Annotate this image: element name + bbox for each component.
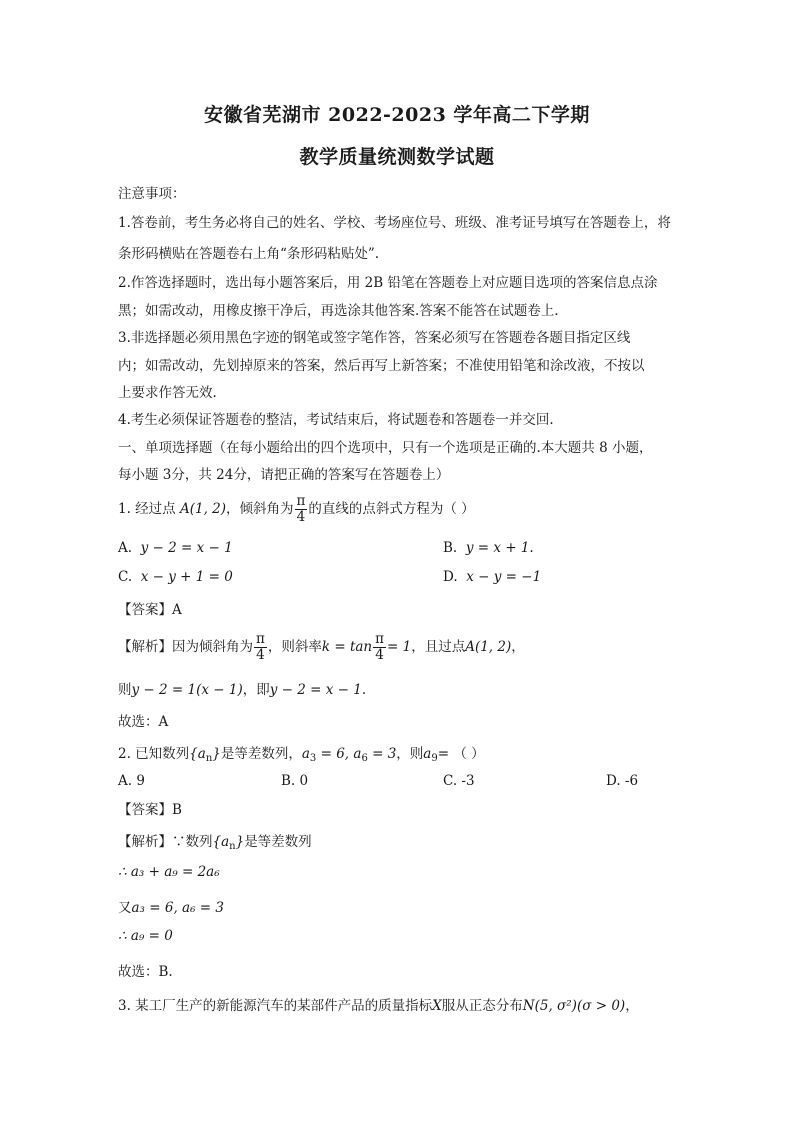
analysis-text: 则 [118, 682, 132, 698]
question-1-analysis [118, 632, 525, 663]
analysis-text: ，则斜率 [267, 639, 322, 655]
fraction-numerator: π [256, 631, 265, 647]
question-3-text: 3. 某工厂生产的新能源汽车的某部件产品的质量指标 [118, 998, 433, 1014]
question-2-step-3: ∴ a₉ = 0 [118, 928, 173, 944]
slope-expression: k = tan [321, 639, 373, 655]
option-text: y − 2 = x − 1 [140, 540, 233, 556]
question-2-option-d: D. -6 [606, 773, 639, 789]
question-1-option-b [443, 540, 534, 556]
notice-item-2-line-1: 2.作答选择题时，选出每小题答案后，用 2B 铅笔在答题卷上对应题目选项的答案信息点涂 [118, 275, 658, 291]
notice-item-4: 4.考生必须保证答题卷的整洁，考试结束后，将试题卷和答题卷一并交回. [118, 412, 554, 428]
sequence-notation [189, 746, 221, 762]
question-1-option-c [118, 569, 233, 585]
question-3-stem [118, 994, 639, 1014]
question-2-step-2 [118, 896, 224, 916]
sequence-subscript: n [205, 753, 213, 764]
analysis-text: . [361, 682, 367, 698]
question-1-prefix: 1. 经过点 [118, 501, 176, 517]
option-label: D. [443, 569, 458, 585]
sequence-subscript: n [229, 841, 236, 852]
question-1-point: A(1, 2) [179, 501, 227, 517]
analysis-text: 因为倾斜角为 [172, 639, 253, 655]
question-2-option-a: A. 9 [118, 773, 145, 789]
question-2-conclusion: 故选：B. [118, 964, 173, 980]
question-1-option-d [443, 569, 541, 585]
sequence-open: {a [212, 834, 230, 850]
question-2-prefix: 2. 已知数列 [118, 746, 190, 762]
sequence-close: } [212, 746, 221, 762]
question-1-option-a [118, 540, 233, 556]
sequence-notation [213, 834, 245, 850]
var-a: a [301, 746, 310, 762]
var-a: a [423, 746, 432, 762]
question-2-option-b: B. 0 [281, 773, 309, 789]
question-1-conclusion: 故选：A [118, 714, 169, 730]
section-1-heading-line-1: 一、单项选择题（在每小题给出的四个选项中，只有一个选项是正确的.本大题共 8 小题， [118, 440, 653, 456]
analysis-label: 【解析】 [118, 834, 172, 850]
normal-distribution: N(5, σ²)(σ > 0) [522, 998, 626, 1014]
given-values: $a_3 = 6$, $a_6 = 3$ [301, 746, 397, 764]
question-1-analysis-line-2 [118, 678, 366, 698]
sequence-open: {a [189, 746, 206, 762]
variable-x: X [432, 998, 442, 1014]
question-2-stem [118, 742, 485, 764]
analysis-point: A(1, 2) [465, 639, 512, 655]
subscript-9: 9 [431, 753, 438, 764]
target-term [423, 746, 437, 762]
question-1-mid: ，倾斜角为 [226, 501, 294, 517]
option-label: A. [118, 540, 133, 556]
question-3-mid: 服从正态分布 [441, 998, 523, 1014]
notice-item-3-line-3: 上要求作答无效. [118, 385, 217, 401]
analysis-text: 又 [118, 900, 132, 916]
question-2-analysis [118, 830, 312, 852]
notice-item-1-line-1: 1.答卷前，考生务必将自己的姓名、学校、考场座位号、班级、准考证号填写在答题卷上，将 [118, 215, 671, 231]
option-label: C. [118, 569, 133, 585]
question-2-mid: 是等差数列， [220, 746, 302, 762]
option-text: x − y = −1 [466, 569, 542, 585]
option-text: y = x + 1. [465, 540, 534, 556]
question-2-suffix: ，则 [396, 746, 424, 762]
equation: y − 2 = 1(x − 1) [131, 682, 243, 698]
analysis-text: ，且过点 [411, 639, 466, 655]
analysis-text: ，即 [242, 682, 270, 698]
section-1-heading-line-2: 每小题 3分，共 24分，请把正确的答案写在答题卷上） [118, 467, 450, 483]
question-1-answer: 【答案】A [118, 602, 182, 618]
analysis-text: ∵数列 [172, 834, 213, 850]
question-1-stem [118, 494, 475, 525]
fraction-denominator: 4 [256, 647, 265, 663]
fraction-numerator: π [296, 493, 306, 509]
notice-item-1-line-2: 条形码横贴在答题卷右上角“条形码粘贴处”. [118, 246, 380, 262]
question-2-answer: 【答案】B [118, 802, 182, 818]
sequence-close: } [235, 834, 245, 850]
subscript-3: 3 [309, 753, 317, 764]
equation: a₃ = 6, a₆ = 3 [131, 900, 224, 916]
analysis-text: 是等差数列 [244, 834, 312, 850]
document-title-line2: 教学质量统测数学试题 [299, 146, 495, 168]
slope-value: = 1 [387, 639, 412, 655]
notice-item-3-line-1: 3.非选择题必须用黑色字迹的钢笔或签字笔作答，答案必须写在答题卷各题目指定区线 [118, 330, 631, 346]
fraction-denominator: 4 [296, 509, 306, 525]
question-2-step-1: ∴ a₃ + a₉ = 2a₆ [118, 864, 220, 880]
notice-heading: 注意事项： [118, 186, 186, 202]
question-1-suffix: 的直线的点斜式方程为（ ） [308, 501, 475, 517]
analysis-text: ， [511, 639, 525, 655]
var-a: a [353, 746, 362, 762]
document-title-line1: 安徽省芜湖市 2022-2023 学年高二下学期 [204, 104, 590, 126]
analysis-angle-fraction [254, 632, 267, 663]
notice-item-2-line-2: 黑；如需改动，用橡皮擦干净后，再选涂其他答案.答案不能答在试题卷上. [118, 303, 559, 319]
question-2-option-c: C. -3 [443, 773, 475, 789]
slope-fraction [373, 632, 386, 663]
notice-item-3-line-2: 内；如需改动，先划掉原来的答案，然后再写上新答案；不准使用铅笔和涂改液，不按以 [118, 358, 645, 374]
option-label: B. [443, 540, 458, 556]
question-3-end: ， [625, 998, 639, 1014]
analysis-label: 【解析】 [118, 639, 172, 655]
equation: y − 2 = x − 1 [269, 682, 362, 698]
fraction-denominator: 4 [375, 647, 384, 663]
subscript-6: 6 [361, 753, 368, 764]
question-2-ask: = （ ） [437, 746, 485, 762]
option-text: x − y + 1 = 0 [140, 569, 233, 585]
question-1-angle-fraction [295, 494, 308, 525]
fraction-numerator: π [375, 631, 384, 647]
